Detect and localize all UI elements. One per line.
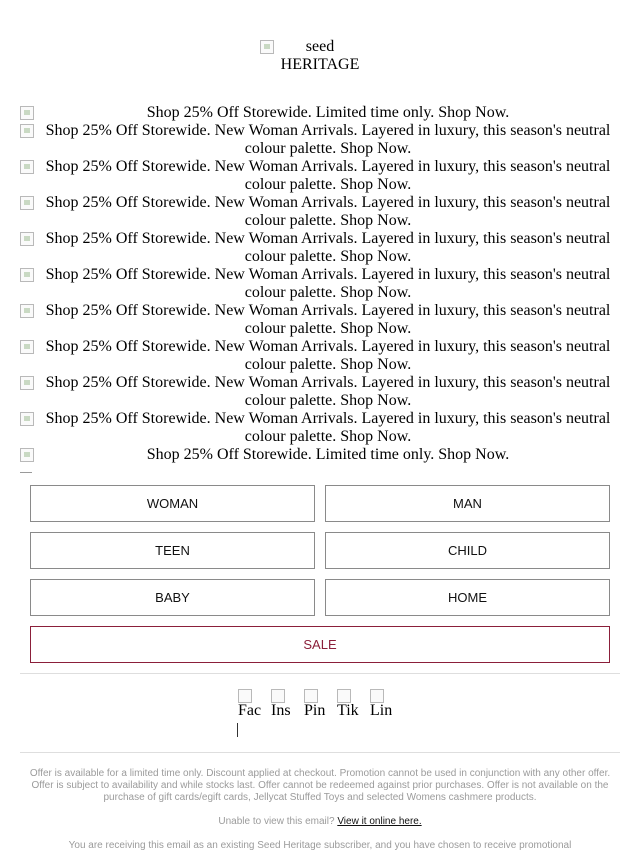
promo-banner-text: Shop 25% Off Storewide. New Woman Arrivals. Layered in luxury, this season's neutral colour palette. Shop Now. (45, 266, 611, 301)
unable-to-view-text: Unable to view this email? (218, 816, 335, 827)
broken-image-icon (337, 689, 351, 703)
promo-banner[interactable] (20, 446, 620, 464)
promo-banner-text: Shop 25% Off Storewide. New Woman Arrivals. Layered in luxury, this season's neutral colour palette. Shop Now. (45, 230, 611, 265)
nav-woman-button[interactable]: WOMAN (30, 485, 315, 522)
divider (237, 723, 238, 737)
broken-image-icon (20, 124, 34, 138)
subscriber-notice: You are receiving this email as an existing Seed Heritage subscriber, and you have chosen to receive promotional (68, 840, 572, 851)
promo-banner[interactable] (20, 230, 620, 266)
broken-image-icon (20, 196, 34, 210)
linkedin-icon[interactable] (370, 688, 393, 722)
broken-image-icon (20, 106, 34, 120)
tiktok-icon[interactable] (337, 688, 359, 722)
divider (20, 673, 620, 674)
promo-banner-text: Shop 25% Off Storewide. New Woman Arrivals. Layered in luxury, this season's neutral colour palette. Shop Now. (45, 194, 611, 229)
broken-image-icon (260, 40, 274, 54)
nav-baby-button[interactable]: BABY (30, 579, 315, 616)
promo-banner[interactable] (20, 302, 620, 338)
broken-image-icon (370, 689, 384, 703)
nav-man-button[interactable]: MAN (325, 485, 610, 522)
promo-banner[interactable] (20, 104, 620, 122)
divider (20, 472, 32, 473)
promo-banner-text: Shop 25% Off Storewide. New Woman Arrivals. Layered in luxury, this season's neutral colour palette. Shop Now. (45, 122, 611, 157)
broken-image-icon (20, 304, 34, 318)
promo-banner-text: Shop 25% Off Storewide. New Woman Arrivals. Layered in luxury, this season's neutral colour palette. Shop Now. (45, 338, 611, 373)
promo-banner[interactable] (20, 374, 620, 410)
broken-image-icon (20, 160, 34, 174)
broken-image-icon (20, 412, 34, 426)
promo-banner-text: Shop 25% Off Storewide. Limited time only. Shop Now. (146, 104, 510, 121)
offer-terms: Offer is available for a limited time only. Discount applied at checkout. Promotion cannot be used in conjunction with any other offer. Offer is subject to availability and while stocks last. Offer cannot be redeemed against prior purchases. Offer is not available on the purchase of gift cards/egift cards, Jellycat Stuffed Toys and selected Womens cashmere products. (29, 768, 611, 803)
broken-image-icon (271, 689, 285, 703)
nav-child-button[interactable]: CHILD (325, 532, 610, 569)
instagram-alt-text: Ins (271, 702, 291, 719)
broken-image-icon (20, 232, 34, 246)
facebook-alt-text: Fac (238, 702, 262, 719)
logo-alt-line2: HERITAGE (280, 56, 360, 73)
linkedin-alt-text: Lin (370, 702, 393, 719)
view-online-link[interactable]: View it online here. (337, 816, 422, 827)
broken-image-icon (20, 340, 34, 354)
divider (20, 752, 620, 753)
pinterest-alt-text: Pin (304, 702, 326, 719)
broken-image-icon (20, 268, 34, 282)
promo-banner-text: Shop 25% Off Storewide. New Woman Arrivals. Layered in luxury, this season's neutral colour palette. Shop Now. (45, 158, 611, 193)
promo-banner[interactable] (20, 410, 620, 446)
nav-home-button[interactable]: HOME (325, 579, 610, 616)
promo-banner[interactable] (20, 122, 620, 158)
tiktok-alt-text: Tik (337, 702, 359, 719)
facebook-icon[interactable] (238, 688, 262, 722)
broken-image-icon (20, 448, 34, 462)
broken-image-icon (238, 689, 252, 703)
pinterest-icon[interactable] (304, 688, 326, 722)
promo-banner-list (20, 104, 620, 464)
logo-alt-line1: seed (305, 38, 335, 55)
seed-heritage-logo[interactable] (258, 38, 382, 74)
broken-image-icon (304, 689, 318, 703)
instagram-icon[interactable] (271, 688, 289, 722)
promo-banner[interactable] (20, 338, 620, 374)
promo-banner[interactable] (20, 266, 620, 302)
promo-banner[interactable] (20, 194, 620, 230)
promo-banner-text: Shop 25% Off Storewide. New Woman Arrivals. Layered in luxury, this season's neutral colour palette. Shop Now. (45, 302, 611, 337)
promo-banner-text: Shop 25% Off Storewide. New Woman Arrivals. Layered in luxury, this season's neutral colour palette. Shop Now. (45, 410, 611, 445)
broken-image-icon (20, 376, 34, 390)
nav-teen-button[interactable]: TEEN (30, 532, 315, 569)
view-online-row (28, 816, 612, 828)
promo-banner-text: Shop 25% Off Storewide. Limited time only. Shop Now. (146, 446, 510, 463)
promo-banner[interactable] (20, 158, 620, 194)
nav-sale-button[interactable]: SALE (30, 626, 610, 663)
promo-banner-text: Shop 25% Off Storewide. New Woman Arrivals. Layered in luxury, this season's neutral colour palette. Shop Now. (45, 374, 611, 409)
